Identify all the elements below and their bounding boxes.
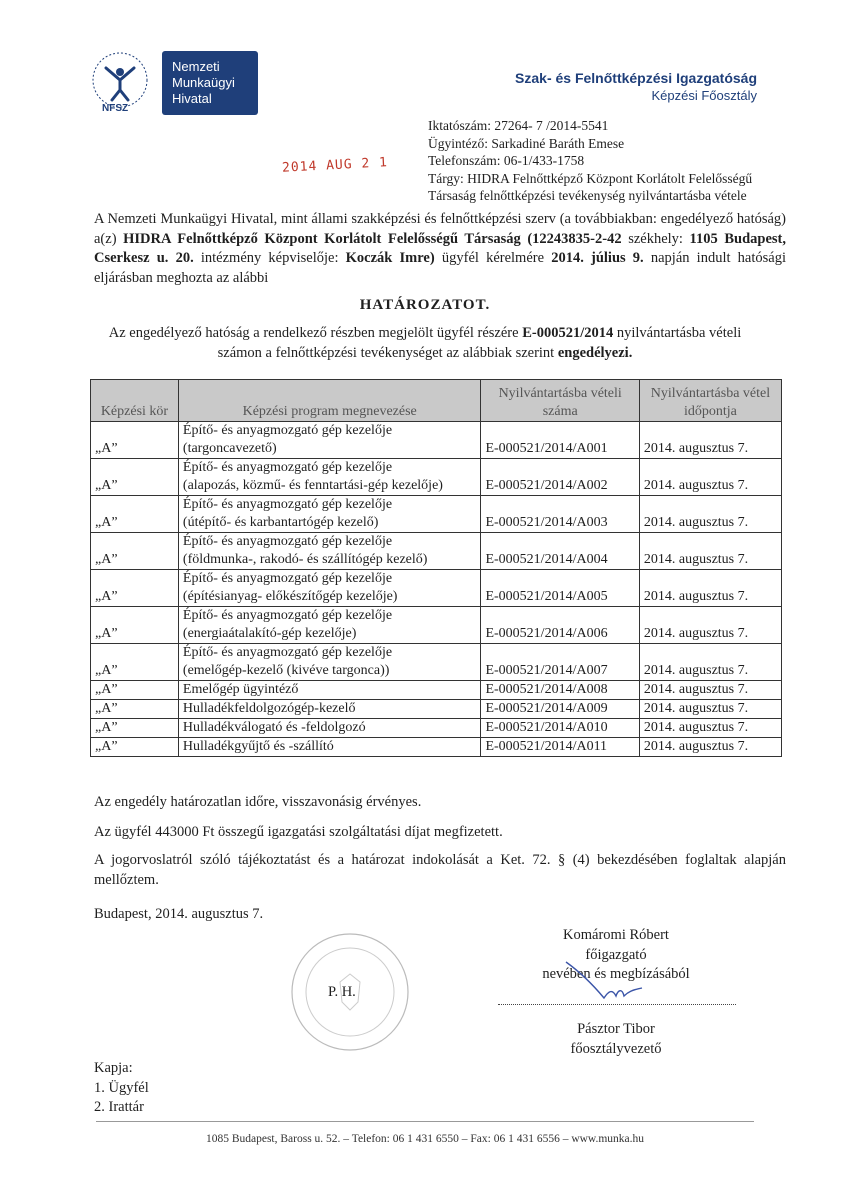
table-row: [91, 700, 782, 719]
header-registration-date: Nyilvántartásba vétel időpontja: [639, 380, 781, 422]
program-name-line: Építő- és anyagmozgató gép kezelője: [182, 571, 393, 586]
authorization-paragraph: [94, 324, 756, 363]
distribution-item: 2. Irattár: [94, 1099, 144, 1115]
cell-training-category: „A”: [91, 570, 179, 607]
logo-line: Hivatal: [172, 91, 212, 106]
table-row: [91, 459, 782, 496]
signature-line: [498, 1004, 736, 1005]
cell-registration-number: E-000521/2014/A011: [481, 738, 639, 757]
cell-registration-date: 2014. augusztus 7.: [639, 459, 781, 496]
cell-training-category: „A”: [91, 607, 179, 644]
intro-text: intézmény képviselője:: [193, 250, 346, 266]
handwritten-signature-icon: [560, 952, 650, 1008]
auth-verb: engedélyezi.: [557, 344, 633, 361]
program-name-line: (földmunka-, rakodó- és szállítógép kezelő): [182, 552, 428, 567]
table-header-row: [91, 380, 782, 422]
header-program-name: Képzési program megnevezése: [178, 380, 481, 422]
cell-registration-date: 2014. augusztus 7.: [639, 700, 781, 719]
cell-registration-date: 2014. augusztus 7.: [639, 570, 781, 607]
nfsz-logo: [86, 48, 258, 120]
cell-registration-number: E-000521/2014/A003: [481, 496, 639, 533]
table-row: [91, 738, 782, 757]
cell-registration-number: E-000521/2014/A006: [481, 607, 639, 644]
cell-registration-number: E-000521/2014/A008: [481, 681, 639, 700]
program-name-line: Emelőgép ügyintéző: [182, 682, 299, 697]
cell-registration-number: E-000521/2014/A005: [481, 570, 639, 607]
program-name-line: Építő- és anyagmozgató gép kezelője: [182, 608, 393, 623]
cell-program-name: [178, 700, 481, 719]
distribution-item: 1. Ügyfél: [94, 1079, 149, 1096]
program-name-line: Hulladékgyűjtő és -szállító: [182, 739, 334, 754]
subject-line-2: Társaság felnőttképzési tevékenység nyilvántartásba vétele: [428, 188, 747, 203]
cell-registration-date: 2014. augusztus 7.: [639, 533, 781, 570]
cell-registration-number: E-000521/2014/A001: [481, 422, 639, 459]
program-name-line: (alapozás, közmű- és fenntartási-gép kezelője): [182, 478, 443, 493]
cell-training-category: „A”: [91, 681, 179, 700]
cell-registration-date: 2014. augusztus 7.: [639, 681, 781, 700]
cell-registration-date: 2014. augusztus 7.: [639, 496, 781, 533]
signatory-name: Komáromi Róbert: [563, 927, 669, 943]
directorate-title: [515, 70, 757, 103]
program-name-line: (útépítő- és karbantartógép kezelő): [182, 515, 379, 530]
table-row: [91, 570, 782, 607]
footer-contact: 1085 Budapest, Baross u. 52. – Telefon: 06 1 431 6550 – Fax: 06 1 431 6556 – www.munka.hu: [205, 1133, 645, 1145]
registration-number: E-000521/2014: [522, 325, 614, 341]
table-row: [91, 681, 782, 700]
auth-text: nyilvántartásba vételi számon a felnőttképzési tevékenységet az alábbiak szerint: [217, 325, 742, 361]
cell-program-name: [178, 607, 481, 644]
table-row: [91, 607, 782, 644]
cell-program-name: [178, 570, 481, 607]
table-row: [91, 422, 782, 459]
signer-block: [496, 1020, 736, 1059]
cell-training-category: „A”: [91, 459, 179, 496]
validity-statement: Az engedély határozatlan időre, visszavonásig érvényes.: [94, 794, 422, 810]
auth-text: Az engedélyező hatóság a rendelkező részben megjelölt ügyfél részére: [108, 325, 523, 341]
on-behalf-text: nevében és megbízásából: [542, 966, 690, 982]
subject-line-1: Tárgy: HIDRA Felnőttképző Központ Korlátolt Felelősségű: [428, 170, 753, 186]
cell-training-category: „A”: [91, 533, 179, 570]
logo-line: Munkaügyi: [172, 75, 235, 90]
signer-name: Pásztor Tibor: [577, 1021, 655, 1037]
cell-program-name: [178, 681, 481, 700]
company-name: HIDRA Felnőttképző Központ Korlátolt Felelősségű Társaság (12243835-2-42: [123, 230, 622, 247]
program-name-line: Hulladékfeldolgozógép-kezelő: [182, 701, 356, 716]
cell-training-category: „A”: [91, 422, 179, 459]
remedy-statement: A jogorvoslatról szóló tájékoztatást és a határozat indokolását a Ket. 72. § (4) bekezdésében foglaltak alapján mellőztem.: [94, 852, 786, 888]
cell-registration-number: E-000521/2014/A007: [481, 644, 639, 681]
directorate-name: Szak- és Felnőttképzési Igazgatóság: [515, 70, 757, 86]
cell-program-name: [178, 459, 481, 496]
cell-training-category: „A”: [91, 644, 179, 681]
intro-text: székhely:: [621, 230, 690, 247]
cell-program-name: [178, 422, 481, 459]
cell-program-name: [178, 496, 481, 533]
program-name-line: (építésianyag- előkészítőgép kezelője): [182, 589, 398, 604]
cell-training-category: „A”: [91, 738, 179, 757]
received-date-stamp: 2014 AUG 2 1: [281, 155, 389, 176]
cell-program-name: [178, 644, 481, 681]
cell-program-name: [178, 719, 481, 738]
decision-heading: HATÁROZATOT.: [359, 297, 491, 313]
table-row: [91, 644, 782, 681]
company-address: 1105 Budapest, Cserkesz u. 20.: [94, 230, 786, 266]
program-name-line: Építő- és anyagmozgató gép kezelője: [182, 423, 393, 438]
signer-title: főosztályvezető: [570, 1040, 662, 1057]
cell-training-category: „A”: [91, 700, 179, 719]
intro-paragraph: [94, 210, 786, 288]
program-name-line: (energiaátalakító-gép kezelője): [182, 626, 357, 641]
cell-registration-number: E-000521/2014/A010: [481, 719, 639, 738]
place-and-date: Budapest, 2014. augusztus 7.: [94, 906, 264, 922]
cell-registration-date: 2014. augusztus 7.: [639, 738, 781, 757]
logo-line: Nemzeti: [172, 59, 220, 74]
logo-box: [162, 51, 258, 115]
table-row: [91, 496, 782, 533]
cell-registration-number: E-000521/2014/A009: [481, 700, 639, 719]
program-name-line: Építő- és anyagmozgató gép kezelője: [182, 497, 393, 512]
reference-number: Iktatószám: 27264- 7 /2014-5541: [428, 118, 609, 133]
cell-registration-date: 2014. augusztus 7.: [639, 607, 781, 644]
cell-training-category: „A”: [91, 496, 179, 533]
intro-text: napján indult hatósági eljárásban meghozta az alábbi: [94, 250, 786, 286]
representative: Koczák Imre): [345, 250, 435, 266]
intro-text: A Nemzeti Munkaügyi Hivatal, mint állami szakképzési és felnőttképzési szerv (a továbbiakban: engedélyező hatóság) a(z): [94, 211, 786, 247]
cell-registration-number: E-000521/2014/A002: [481, 459, 639, 496]
logo-abbrev: NFSZ: [102, 103, 129, 114]
request-date: 2014. július 9.: [551, 250, 644, 266]
phone-number: Telefonszám: 06-1/433-1758: [428, 153, 585, 168]
table-row: [91, 719, 782, 738]
cell-program-name: [178, 533, 481, 570]
signatory-title: főigazgató: [585, 946, 647, 963]
program-name-line: Hulladékválogató és -feldolgozó: [182, 720, 366, 735]
cell-training-category: „A”: [91, 719, 179, 738]
programs-table: [90, 379, 782, 757]
cell-program-name: [178, 738, 481, 757]
program-name-line: (targoncavezető): [182, 441, 277, 456]
program-name-line: Építő- és anyagmozgató gép kezelője: [182, 645, 393, 660]
fee-statement: Az ügyfél 443000 Ft összegű igazgatási szolgáltatási díjat megfizetett.: [94, 824, 503, 840]
intro-text: ügyfél kérelmére: [434, 250, 552, 266]
header-training-category: Képzési kör: [91, 380, 179, 422]
distribution-title: Kapja:: [94, 1060, 133, 1076]
footer-divider: [96, 1121, 754, 1122]
header-registration-number: Nyilvántartásba vételi száma: [481, 380, 639, 422]
program-name-line: Építő- és anyagmozgató gép kezelője: [182, 460, 393, 475]
case-officer: Ügyintéző: Sarkadiné Baráth Emese: [428, 135, 625, 151]
cell-registration-number: E-000521/2014/A004: [481, 533, 639, 570]
seal-label: P. H.: [328, 984, 356, 1000]
program-name-line: Építő- és anyagmozgató gép kezelője: [182, 534, 393, 549]
cell-registration-date: 2014. augusztus 7.: [639, 422, 781, 459]
distribution-list: [94, 1059, 149, 1118]
cell-registration-date: 2014. augusztus 7.: [639, 644, 781, 681]
document-metadata: [428, 117, 768, 205]
cell-registration-date: 2014. augusztus 7.: [639, 719, 781, 738]
table-row: [91, 533, 782, 570]
department-name: Képzési Főosztály: [651, 88, 757, 103]
program-name-line: (emelőgép-kezelő (kivéve targonca)): [182, 663, 390, 678]
